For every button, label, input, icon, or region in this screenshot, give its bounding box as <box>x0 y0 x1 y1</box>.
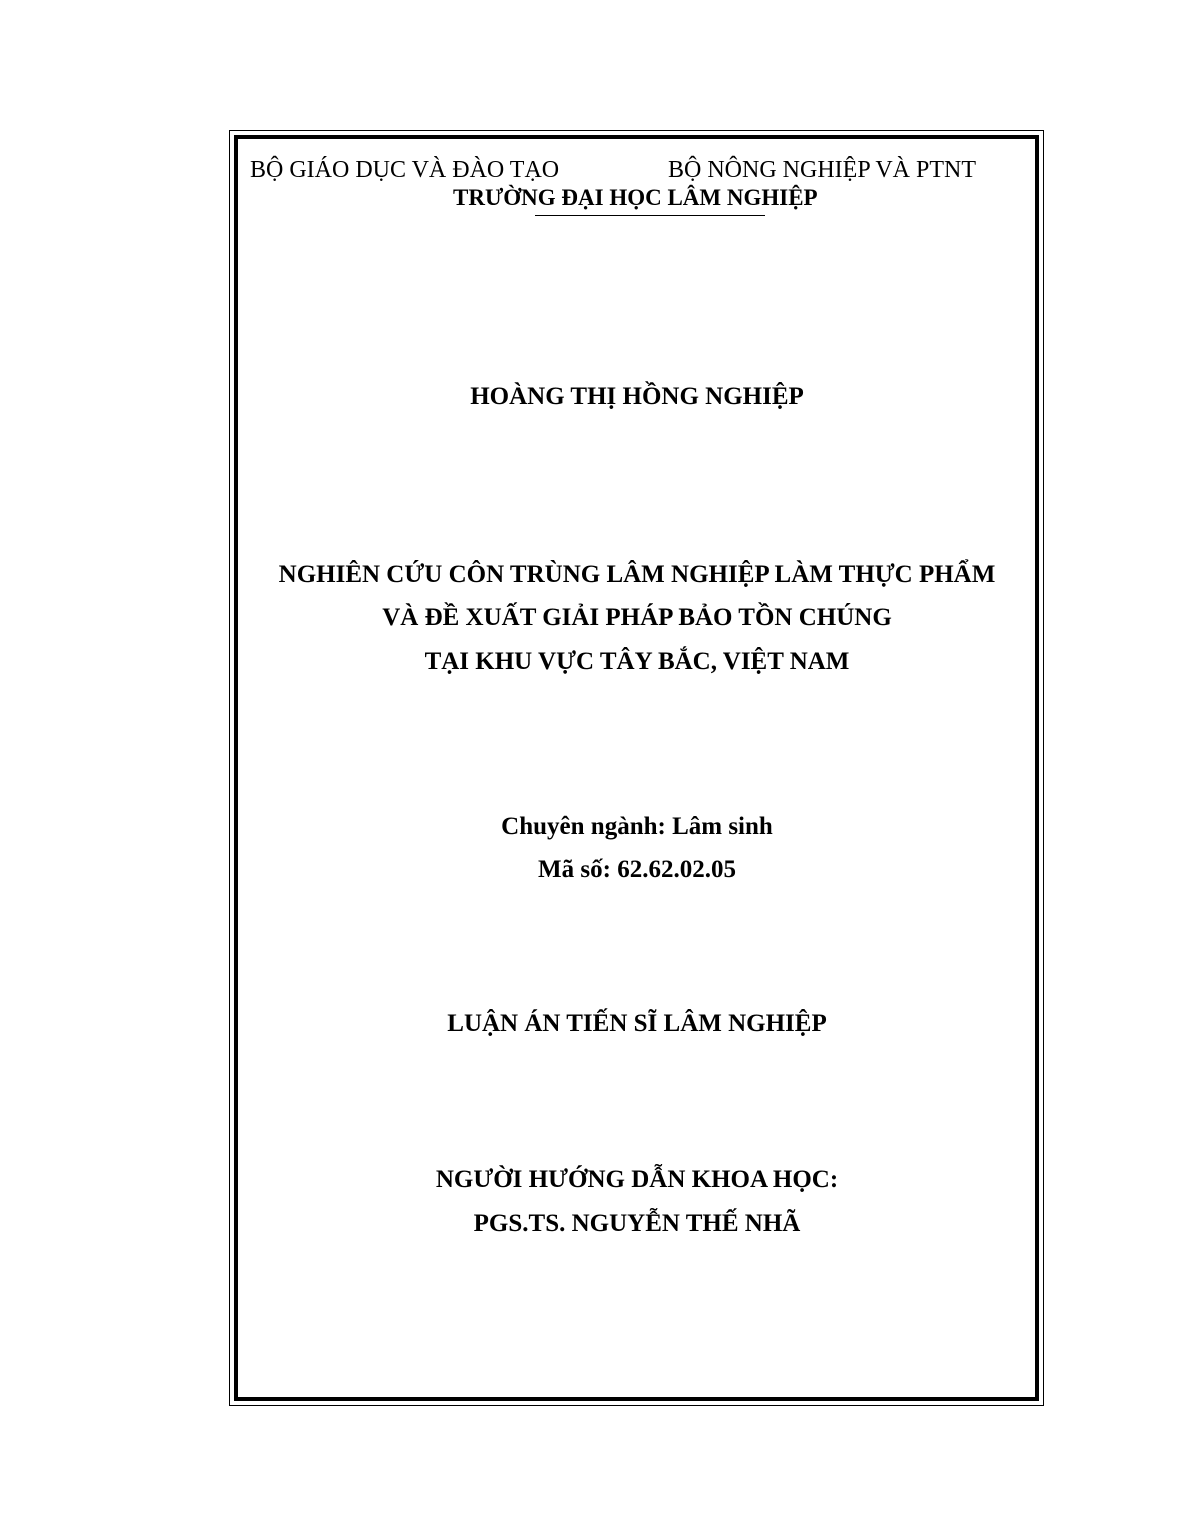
degree-title: LUẬN ÁN TIẾN SĨ LÂM NGHIỆP <box>447 1010 827 1037</box>
thesis-title-line-2: VÀ ĐỀ XUẤT GIẢI PHÁP BẢO TỒN CHÚNG <box>382 604 892 631</box>
ministry-education-label: BỘ GIÁO DỤC VÀ ĐÀO TẠO <box>250 157 560 183</box>
author-name: HOÀNG THỊ HỒNG NGHIỆP <box>470 383 804 410</box>
specialization-major: Chuyên ngành: Lâm sinh <box>501 813 773 840</box>
university-name: TRƯỜNG ĐẠI HỌC LÂM NGHIỆP <box>453 185 818 210</box>
thesis-title-line-1: NGHIÊN CỨU CÔN TRÙNG LÂM NGHIỆP LÀM THỰC PHẨM <box>278 561 996 588</box>
advisor-label: NGƯỜI HƯỚNG DẪN KHOA HỌC: <box>435 1166 839 1193</box>
ministry-agriculture-label: BỘ NÔNG NGHIỆP VÀ PTNT <box>668 157 977 183</box>
specialization-code: Mã số: 62.62.02.05 <box>538 856 736 883</box>
university-underline <box>535 215 765 216</box>
thesis-title-line-3: TẠI KHU VỰC TÂY BẮC, VIỆT NAM <box>424 648 850 675</box>
advisor-name: PGS.TS. NGUYỄN THẾ NHÃ <box>473 1210 801 1237</box>
